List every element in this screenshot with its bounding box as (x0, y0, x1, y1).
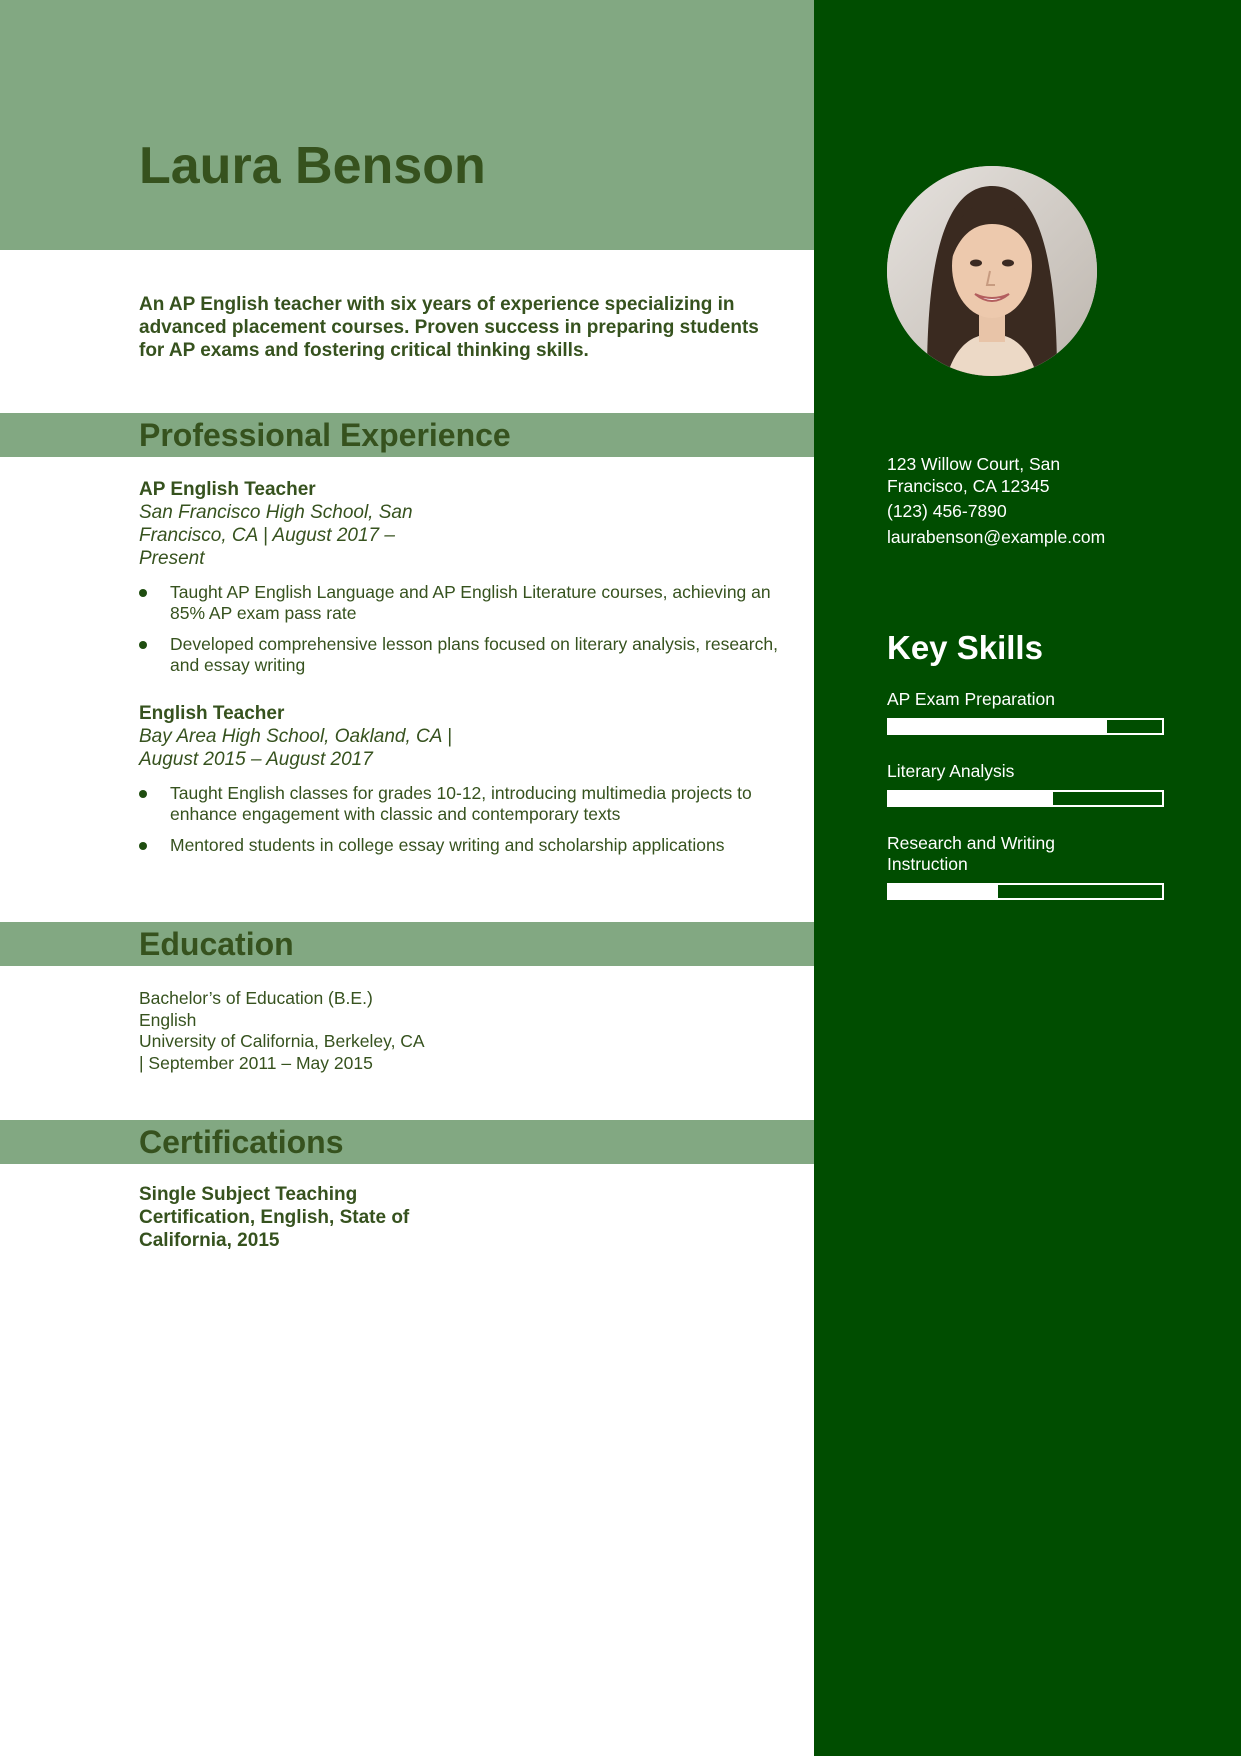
skill-bar-fill (889, 792, 1053, 805)
header-band (0, 0, 814, 250)
education-field: English (139, 1009, 197, 1030)
bullet-icon (139, 589, 147, 597)
job-title: AP English Teacher (139, 479, 316, 500)
job-bullet (139, 634, 779, 676)
skill-name: AP Exam Preparation (887, 689, 1055, 709)
certifications-section-title: Certifications (139, 1124, 344, 1160)
job-entry (139, 702, 779, 866)
sidebar (814, 0, 1241, 1756)
bullet-icon (139, 641, 147, 649)
portrait-image (887, 166, 1097, 376)
profile-photo (887, 166, 1097, 376)
certifications-section-header (0, 1120, 814, 1164)
candidate-name: Laura Benson (139, 137, 486, 195)
job-meta: San Francisco High School, San Francisco, CA | August 2017 – Present (139, 502, 413, 569)
skill-item (887, 761, 1167, 807)
skill-name: Literary Analysis (887, 761, 1015, 781)
certification-item: Single Subject Teaching Certification, English, State of California, 2015 (139, 1184, 410, 1251)
job-bullet-text: Developed comprehensive lesson plans focused on literary analysis, research, and essay writing (170, 634, 778, 675)
job-title: English Teacher (139, 703, 285, 724)
job-bullet (139, 835, 779, 856)
experience-section-title: Professional Experience (139, 417, 511, 453)
education-degree: Bachelor’s of Education (B.E.) (139, 988, 373, 1008)
skill-item (887, 833, 1167, 900)
contact-email: laurabenson@example.com (887, 526, 1106, 547)
skill-bar (887, 790, 1164, 807)
job-bullet-text: Taught AP English Language and AP English Literature courses, achieving an 85% AP exam pass rate (170, 582, 771, 623)
education-entry (139, 988, 559, 1074)
contact-phone: (123) 456-7890 (887, 501, 1007, 521)
job-bullet (139, 783, 779, 825)
job-bullet-text: Taught English classes for grades 10-12, introducing multimedia projects to enhance engagement with classic and contemporary texts (170, 783, 752, 824)
job-bullets (139, 582, 779, 676)
skill-name: Research and Writing Instruction (887, 833, 1055, 874)
skill-bar-fill (889, 720, 1107, 733)
skill-bar (887, 718, 1164, 735)
job-entry (139, 478, 779, 686)
skill-item (887, 689, 1167, 735)
education-section-header (0, 922, 814, 966)
education-section-title: Education (139, 926, 294, 962)
bullet-icon (139, 790, 147, 798)
job-bullet (139, 582, 779, 624)
contact-address: 123 Willow Court, San Francisco, CA 12345 (887, 454, 1061, 496)
job-bullets (139, 783, 779, 856)
job-bullet-text: Mentored students in college essay writing and scholarship applications (170, 835, 725, 855)
bullet-icon (139, 842, 147, 850)
contact-info (887, 454, 1187, 552)
skill-bar (887, 883, 1164, 900)
job-meta: Bay Area High School, Oakland, CA | August 2015 – August 2017 (139, 726, 452, 770)
education-school: University of California, Berkeley, CA (139, 1031, 425, 1051)
profile-summary: An AP English teacher with six years of experience specializing in advanced placement courses. Proven success in preparing students for AP exams and fostering critical thinking skills. (139, 294, 759, 361)
skills-title: Key Skills (887, 629, 1043, 666)
education-dates: | September 2011 – May 2015 (139, 1052, 373, 1073)
experience-section-header (0, 413, 814, 457)
skill-bar-fill (889, 885, 998, 898)
